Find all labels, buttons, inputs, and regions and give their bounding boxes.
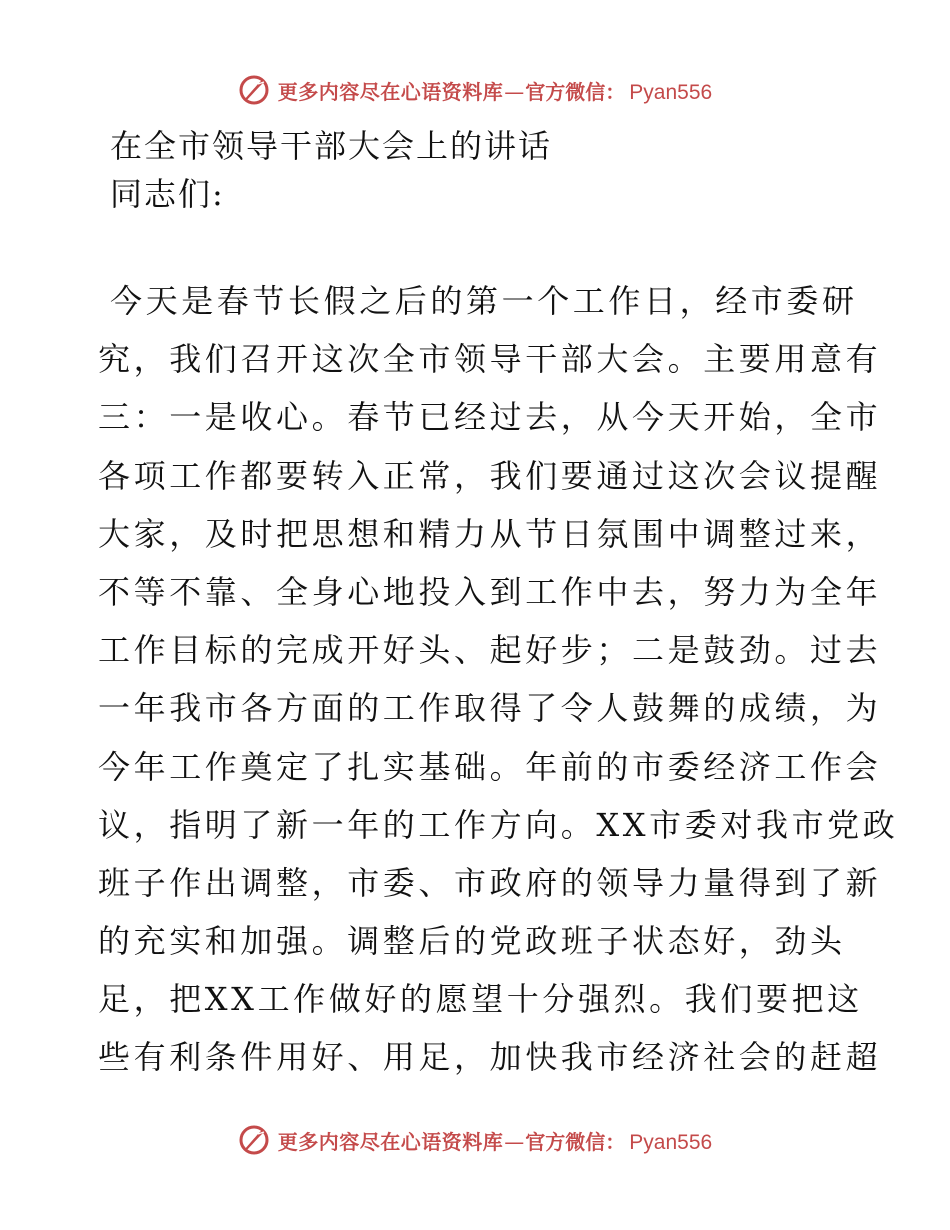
banner-wechat-id: Pyan556 [629,80,713,104]
body-line: 今年工作奠定了扎实基础。年前的市委经济工作会 [98,747,882,786]
banner-dash: — [504,1129,525,1154]
body-line: 一年我市各方面的工作取得了令人鼓舞的成绩，为 [98,689,882,728]
quill-logo-icon [238,1124,270,1156]
banner-dash: — [504,79,525,104]
body-paragraph [98,272,899,1087]
banner-label: 官方微信： [525,1129,626,1154]
quill-logo-icon [238,74,270,106]
body-line: 议，指明了新一年的工作方向。XX市委对我市党政 [98,805,899,844]
salutation: 同志们: [110,175,225,213]
body-line: 各项工作都要转入正常，我们要通过这次会议提醒 [98,456,882,495]
body-line: 今天是春节长假之后的第一个工作日，经市委研 [110,282,858,320]
banner-label: 官方微信： [525,79,626,104]
header-watermark-banner [0,70,950,110]
footer-watermark-banner [0,1120,950,1160]
banner-main-text: 更多内容尽在心语资料库 [277,1129,504,1154]
body-line: 大家，及时把思想和精力从节日氛围中调整过来， [98,514,882,553]
banner-text [278,76,712,105]
body-line: 的充实和加强。调整后的党政班子状态好，劲头 [98,922,846,961]
body-line: 不等不靠、全身心地投入到工作中去，努力为全年 [98,572,882,611]
banner-wechat-id: Pyan556 [629,1130,713,1154]
banner-text [278,1126,712,1155]
banner-main-text: 更多内容尽在心语资料库 [277,79,504,104]
body-line: 究，我们召开这次全市领导干部大会。主要用意有 [98,340,882,379]
body-line: 班子作出调整，市委、市政府的领导力量得到了新 [98,863,882,902]
body-line: 些有利条件用好、用足，加快我市经济社会的赶超 [98,1038,882,1077]
body-line: 工作目标的完成开好头、起好步；二是鼓劲。过去 [98,631,882,670]
body-line: 足，把XX工作做好的愿望十分强烈。我们要把这 [98,980,863,1019]
body-line: 三：一是收心。春节已经过去，从今天开始，全市 [98,398,882,437]
document-title: 在全市领导干部大会上的讲话 [110,127,553,165]
